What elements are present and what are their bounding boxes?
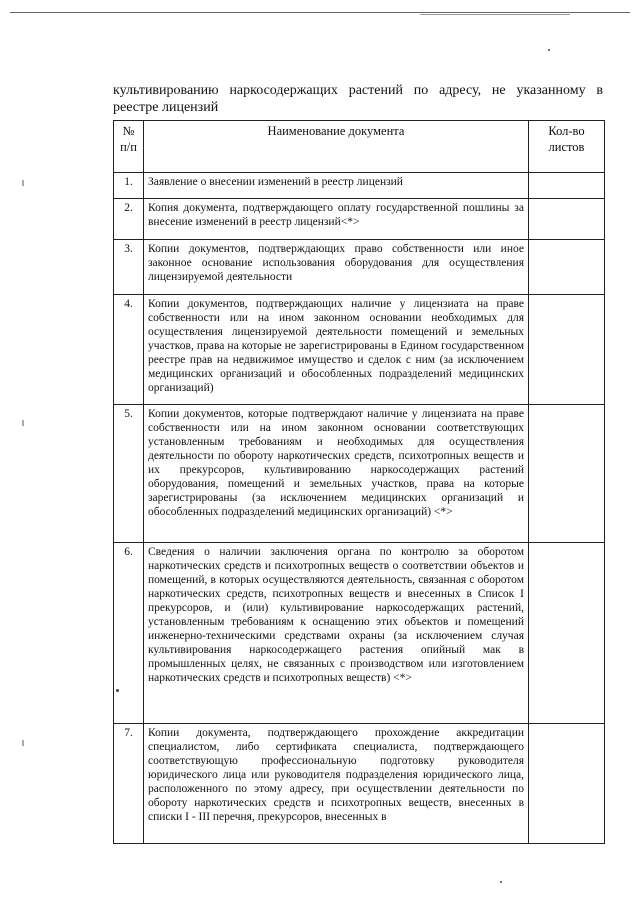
intro-paragraph <box>113 82 603 116</box>
row-document-name: Копии документов, которые подтверждают наличие у лицензиата на праве собственности или на ином законном основании соответствующих установленным требованиям и необходимых для осуществления деятельности по обороту наркотических средств, психотропных веществ и их прекурсоров, культивированию наркосодержащих растений оборудования, помещений и земельных участков, права на которые зарегистрированы (за исключением медицинских организаций и обособленных подразделений медицинских организаций) <*> <box>144 405 529 543</box>
row-sheet-count <box>529 173 605 199</box>
table-row <box>114 295 605 405</box>
header-sheet-count: Кол-во листов <box>529 121 605 173</box>
row-sheet-count <box>529 199 605 240</box>
scan-edge-mark <box>22 180 24 186</box>
row-number: 3. <box>114 240 144 295</box>
row-number: 2. <box>114 199 144 240</box>
row-sheet-count <box>529 724 605 844</box>
scan-top-rule <box>10 12 630 13</box>
row-sheet-count <box>529 240 605 295</box>
row-document-name: Копии документов, подтверждающих право собственности или иное законное основание использования оборудования для осуществления лицензируемой деятельности <box>144 240 529 295</box>
row-number: 4. <box>114 295 144 405</box>
row-sheet-count <box>529 543 605 724</box>
row-number: 1. <box>114 173 144 199</box>
header-number: № п/п <box>114 121 144 173</box>
row-document-name: Копии документов, подтверждающих наличие у лицензиата на праве собственности или на ином законном основании необходимых для осуществления лицензируемой деятельности помещений и земельных участков, права на которые не зарегистрированы в Едином государственном реестре прав на недвижимое имущество и сделок с ним (за исключением медицинских организаций и обособленных подразделений медицинских организаций) <box>144 295 529 405</box>
row-number: 7. <box>114 724 144 844</box>
row-sheet-count <box>529 295 605 405</box>
row-document-name: Сведения о наличии заключения органа по контролю за оборотом наркотических средств и психотропных веществ о соответствии объектов и помещений, в которых осуществляются деятельность, связанная с оборотом наркотических средств, психотропных веществ и внесенных в Список I прекурсоров, и (или) культивирование наркосодержащих растений, установленным требованиям к оснащению этих объектов и помещений инженерно-техническими средствами охраны (за исключением случая культивирования наркосодержащего растения опийный мак в промышленных целях, не связанных с производством или изготовлением наркотических средств и психотропных веществ) <*> <box>144 543 529 724</box>
intro-line-2: реестре лицензий <box>113 100 219 115</box>
row-number: 6. <box>114 543 144 724</box>
row-number: 5. <box>114 405 144 543</box>
table-header-row <box>114 121 605 173</box>
scan-speck <box>548 49 550 51</box>
row-document-name: Копия документа, подтверждающего оплату государственной пошлины за внесение изменений в реестр лицензий<*> <box>144 199 529 240</box>
table-row <box>114 724 605 844</box>
table-row <box>114 405 605 543</box>
row-document-name: Копии документа, подтверждающего прохождение аккредитации специалистом, либо сертификата специалиста, подтверждающего соответствующую профессиональную подготовку руководителя юридического лица или руководителя подразделения юридического лица, расположенного по этому адресу, при осуществлении деятельности по обороту наркотических средств и психотропных веществ, внесенных в списки I - III перечня, прекурсоров, внесенных в <box>144 724 529 844</box>
scan-speck <box>500 881 502 883</box>
table-row <box>114 173 605 199</box>
scan-edge-mark <box>22 420 24 426</box>
scan-speck <box>116 689 119 692</box>
table-row <box>114 240 605 295</box>
header-document-name: Наименование документа <box>144 121 529 173</box>
table-row <box>114 543 605 724</box>
scan-edge-mark <box>22 740 24 746</box>
intro-line-1: культивированию наркосодержащих растений по адресу, не указанному в <box>113 83 603 98</box>
table-row <box>114 199 605 240</box>
scan-top-rule-fragment <box>420 14 570 15</box>
row-document-name: Заявление о внесении изменений в реестр лицензий <box>144 173 529 199</box>
row-sheet-count <box>529 405 605 543</box>
documents-table <box>113 120 605 844</box>
